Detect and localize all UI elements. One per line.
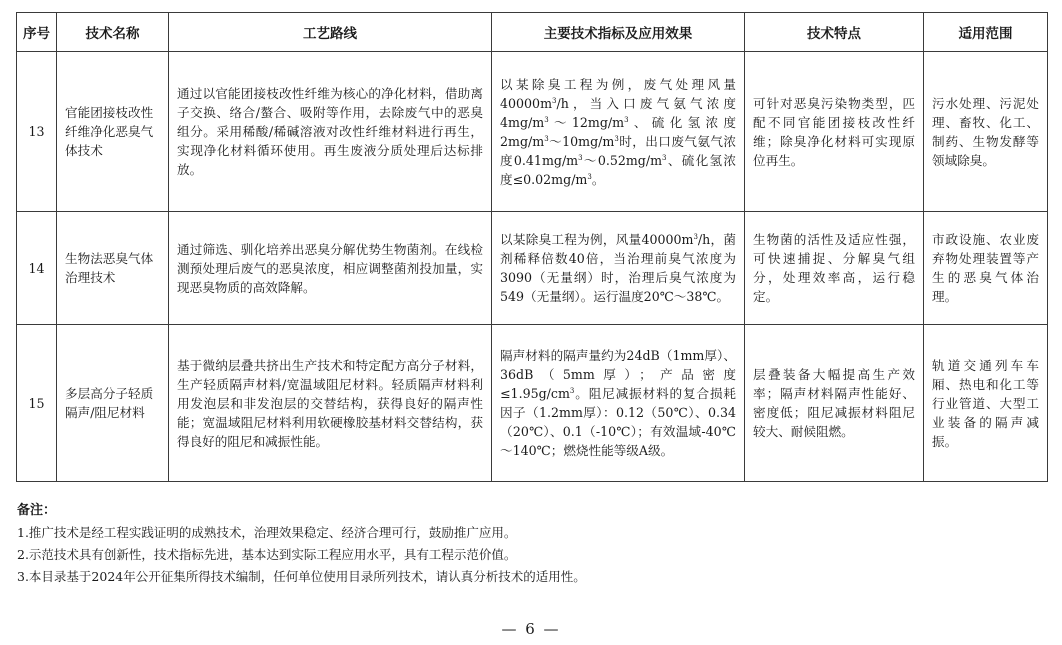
header-indicators: 主要技术指标及应用效果 — [492, 13, 745, 52]
process-route: 通过以官能团接枝改性纤维为核心的净化材料，借助离子交换、络合/螯合、吸附等作用，去除废气中的恶臭组分。采用稀酸/稀碱溶液对改性纤维材料进行再生，实现净化材料循环使用。再生废液分质处理后达标排放。 — [169, 52, 492, 212]
features: 生物菌的活性及适应性强，可快速捕捉、分解臭气组分，处理效率高，运行稳定。 — [745, 212, 924, 325]
header-tech-name: 技术名称 — [57, 13, 169, 52]
row-number: 15 — [17, 325, 57, 482]
note-item: 2.示范技术具有创新性，技术指标先进，基本达到实际工程应用水平，具有工程示范价值。 — [17, 547, 517, 562]
indicators: 以某除臭工程为例，风量$40000m^3/h$，菌剂稀释倍数40倍，当治理前臭气浓度为3090（无量纲）时，治理后臭气浓度为549（无量纲）。运行温度20℃～38℃。 — [492, 212, 745, 325]
features: 层叠装备大幅提高生产效率；隔声材料隔声性能好、密度低；阻尼减振材料阻尼较大、耐候阻燃。 — [745, 325, 924, 482]
page-number: — 6 — — [501, 620, 561, 638]
technology-table — [16, 12, 1048, 482]
indicators: 以某除臭工程为例，废气处理风量$40000m^3/h$，当入口废气氨气浓度$4mg/m^3\sim 12mg/m^3$、硫化氢浓度$2mg/m^3\sim 10mg/m^3$时，出口废气氨气浓度$0.41mg/m^3\sim 0.52mg/m^3$、硫化氢浓度$\le 0.02mg/m^3$。 — [492, 52, 745, 212]
header-index: 序号 — [17, 13, 57, 52]
features: 可针对恶臭污染物类型，匹配不同官能团接枝改性纤维；除臭净化材料可实现原位再生。 — [745, 52, 924, 212]
header-features: 技术特点 — [745, 13, 924, 52]
row-number: 13 — [17, 52, 57, 212]
process-route: 基于微纳层叠共挤出生产技术和特定配方高分子材料，生产轻质隔声材料/宽温域阻尼材料。轻质隔声材料利用发泡层和非发泡层的交替结构，获得良好的隔声性能；宽温域阻尼材料利用软硬橡胶基材料交替结构，获得良好的阻尼和减振性能。 — [169, 325, 492, 482]
note-item: 3.本目录基于2024年公开征集所得技术编制，任何单位使用目录所列技术，请认真分析技术的适用性。 — [17, 569, 586, 584]
scope: 轨道交通列车车厢、热电和化工等行业管道、大型工业装备的隔声减振。 — [924, 325, 1048, 482]
scope: 污水处理、污泥处理、畜牧、化工、制药、生物发酵等领域除臭。 — [924, 52, 1048, 212]
tech-name: 生物法恶臭气体治理技术 — [57, 212, 169, 325]
notes-section — [17, 499, 1047, 588]
tech-name: 多层高分子轻质隔声/阻尼材料 — [57, 325, 169, 482]
process-route: 通过筛选、驯化培养出恶臭分解优势生物菌剂。在线检测预处理后废气的恶臭浓度，相应调整菌剂投加量，实现恶臭物质的高效降解。 — [169, 212, 492, 325]
header-scope: 适用范围 — [924, 13, 1048, 52]
table-row — [17, 212, 1048, 325]
notes-title: 备注： — [17, 503, 57, 518]
table-row — [17, 52, 1048, 212]
indicators: 隔声材料的隔声量约为24dB（1mm厚）、36dB（5mm厚）；产品密度$\le 1.95g/cm^3$。阻尼减振材料的复合损耗因子（1.2mm厚）：0.12（50℃）、0.34（20℃）、0.1（-10℃）；有效温域-40℃～140℃；燃烧性能等级A级。 — [492, 325, 745, 482]
table-row — [17, 325, 1048, 482]
header-process-route: 工艺路线 — [169, 13, 492, 52]
scope: 市政设施、农业废弃物处理装置等产生的恶臭气体治理。 — [924, 212, 1048, 325]
note-item: 1.推广技术是经工程实践证明的成熟技术，治理效果稳定、经济合理可行，鼓励推广应用。 — [17, 525, 517, 540]
row-number: 14 — [17, 212, 57, 325]
tech-name: 官能团接枝改性纤维净化恶臭气体技术 — [57, 52, 169, 212]
table-header-row — [17, 13, 1048, 52]
